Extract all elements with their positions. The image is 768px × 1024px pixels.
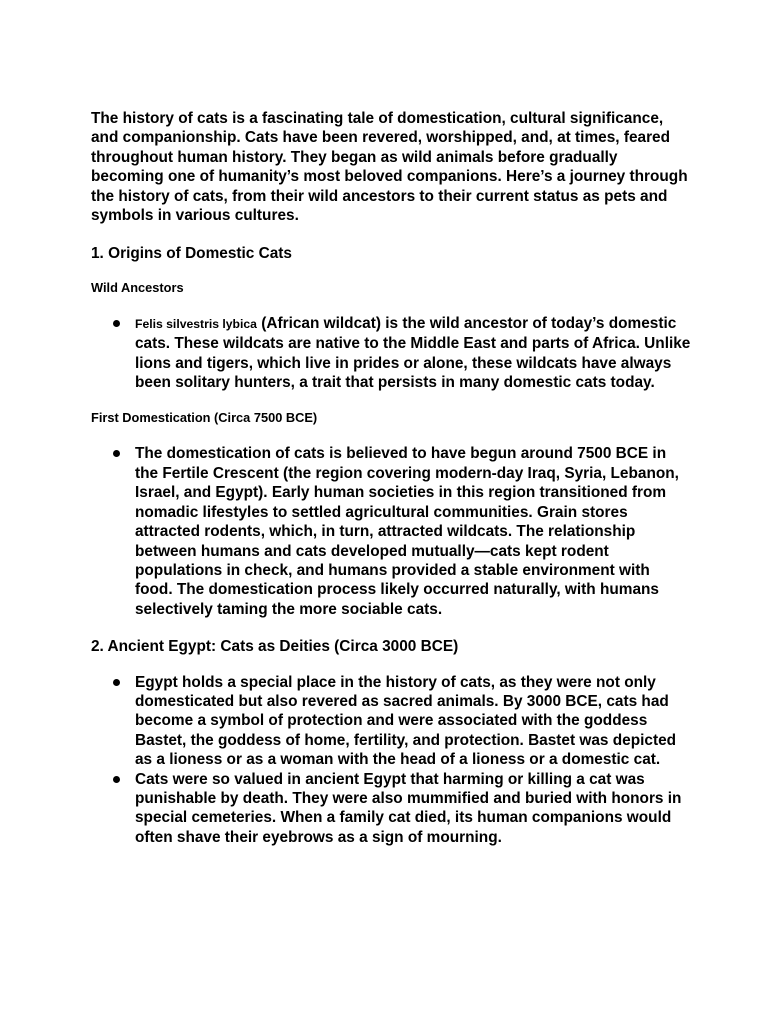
list-item <box>91 314 691 393</box>
bullet-icon <box>113 320 120 327</box>
subheading-wild-ancestors: Wild Ancestors <box>91 279 184 295</box>
bullet-list-first-domestication <box>91 444 691 619</box>
list-item <box>91 444 691 619</box>
section-heading-ancient-egypt: 2. Ancient Egypt: Cats as Deities (Circa 3000 BCE) <box>91 638 459 656</box>
document-body <box>91 109 691 865</box>
list-item-text: Egypt holds a special place in the history of cats, as they were not only domesticated but also revered as sacred animals. By 3000 BCE, cats had become a symbol of protection and were associated with the goddess Bastet, the goddess of home, fertility, and protection. Bastet was depicted as a lioness or as a woman with the head of a lioness or a domestic cat. <box>135 673 677 769</box>
list-item-text: The domestication of cats is believed to have begun around 7500 BCE in the Fertile Crescent (the region covering modern-day Iraq, Syria, Lebanon, Israel, and Egypt). Early human societies in this region transitioned from nomadic lifestyles to settled agricultural communities. Grain stores attracted rodents, which, in turn, attracted wildcats. The relationship between humans and cats developed mutually—cats kept rodent populations in check, and humans provided a stable environment with food. The domestication process likely occurred naturally, with humans selectively taming the more sociable cats. <box>135 445 679 618</box>
list-item-text: Cats were so valued in ancient Egypt that harming or killing a cat was punishable by death. They were also mummified and buried with honors in special cemeteries. When a family cat died, its human companions would often shave their eyebrows as a sign of mourning. <box>135 770 682 846</box>
list-item <box>91 673 691 770</box>
bullet-icon <box>113 776 120 783</box>
bullet-icon <box>113 679 120 686</box>
bullet-list-ancient-egypt <box>91 673 691 848</box>
subheading-first-domestication: First Domestication (Circa 7500 BCE) <box>91 410 318 426</box>
intro-paragraph: The history of cats is a fascinating tale of domestication, cultural significance, and companionship. Cats have been revered, worshipped, and, at times, feared throughout human history. They began as wild animals before gradually becoming one of humanity’s most beloved companions. Here’s a journey through the history of cats, from their wild ancestors to their current status as pets and symbols in various cultures. <box>91 110 688 225</box>
list-item <box>91 770 691 848</box>
bullet-icon <box>113 450 120 457</box>
bullet-list-wild-ancestors <box>91 314 691 393</box>
section-heading-origins: 1. Origins of Domestic Cats <box>91 245 292 263</box>
list-item-text: (African wildcat) is the wild ancestor of today’s domestic cats. These wildcats are native to the Middle East and parts of Africa. Unlike lions and tigers, which live in prides or alone, these wildcats have always been solitary hunters, a trait that persists in many domestic cats today. <box>135 314 691 392</box>
species-name: Felis silvestris lybica <box>135 316 257 331</box>
